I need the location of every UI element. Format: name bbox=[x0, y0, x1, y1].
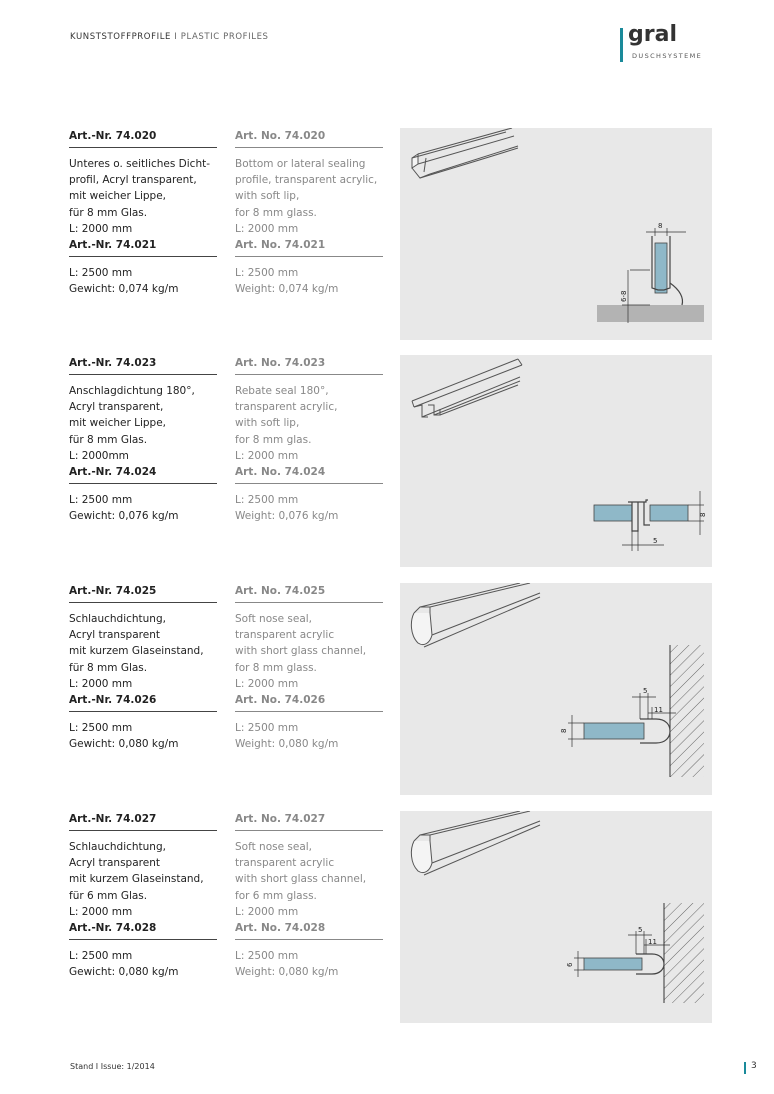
column-german bbox=[69, 811, 217, 980]
glass-pane bbox=[655, 243, 667, 293]
wall-hatching bbox=[670, 645, 704, 777]
description-line: profile, transparent acrylic, bbox=[235, 174, 378, 187]
glass-pane bbox=[594, 505, 632, 521]
specification bbox=[69, 492, 217, 524]
profile-drawing bbox=[400, 355, 712, 567]
footer-issue: Stand I Issue: 1/2014 bbox=[70, 1062, 155, 1071]
dimension-label: 6 bbox=[566, 962, 574, 967]
floor-surface bbox=[597, 305, 704, 322]
description-line: Bottom or lateral sealing bbox=[235, 158, 366, 170]
dimension-label: 6-8 bbox=[620, 290, 628, 302]
dimension-label: 8 bbox=[658, 222, 663, 230]
description-line: L: 2000mm bbox=[69, 449, 129, 462]
glass-pane bbox=[584, 723, 644, 739]
article-number: Art.-Nr. 74.020 bbox=[69, 128, 217, 148]
description-line: Schlauchdichtung, bbox=[69, 841, 166, 853]
spec-line: L: 2500 mm bbox=[69, 950, 133, 963]
description-line: L: 2000 mm bbox=[235, 905, 299, 918]
article-number-variant: Art. No. 74.028 bbox=[235, 920, 383, 940]
product-section-74025 bbox=[0, 583, 774, 795]
spec-line: Gewicht: 0,074 kg/m bbox=[69, 283, 179, 296]
spec-line: L: 2500 mm bbox=[69, 494, 133, 507]
profile-drawing bbox=[400, 811, 712, 1023]
description-line: Unteres o. seitliches Dicht- bbox=[69, 158, 211, 170]
article-number-variant: Art.-Nr. 74.026 bbox=[69, 692, 217, 712]
column-german bbox=[69, 355, 217, 524]
description-line: for 8 mm glass. bbox=[235, 661, 317, 674]
dimension-label: 5 bbox=[638, 926, 643, 934]
article-number-variant: Art. No. 74.024 bbox=[235, 464, 383, 484]
profile-drawing bbox=[400, 128, 712, 340]
column-english bbox=[235, 583, 383, 752]
spec-line: L: 2500 mm bbox=[235, 722, 299, 735]
article-number-variant: Art. No. 74.021 bbox=[235, 237, 383, 257]
logo-wordmark: gral bbox=[628, 22, 677, 47]
article-number: Art. No. 74.027 bbox=[235, 811, 383, 831]
header-title-en: PLASTIC PROFILES bbox=[180, 32, 269, 42]
spec-line: Gewicht: 0,080 kg/m bbox=[69, 738, 179, 751]
description-line: Rebate seal 180°, bbox=[235, 385, 329, 397]
header-title-separator: I bbox=[171, 32, 181, 42]
spec-line: L: 2500 mm bbox=[235, 267, 299, 280]
page-header-title bbox=[70, 32, 269, 42]
description-line: Anschlagdichtung 180°, bbox=[69, 385, 195, 397]
wall-hatching bbox=[664, 903, 704, 1003]
specification bbox=[69, 720, 217, 752]
dimension-label: 5 bbox=[653, 537, 658, 545]
page-number: 3 bbox=[751, 1061, 757, 1071]
description-line: with short glass channel, bbox=[235, 645, 367, 658]
column-english bbox=[235, 128, 383, 297]
logo-accent-bar bbox=[620, 28, 623, 62]
spec-line: L: 2500 mm bbox=[69, 267, 133, 280]
article-number-variant: Art. No. 74.026 bbox=[235, 692, 383, 712]
spec-line: Weight: 0,074 kg/m bbox=[235, 283, 339, 296]
description-line: L: 2000 mm bbox=[69, 222, 133, 235]
description-line: with soft lip, bbox=[235, 190, 300, 203]
specification bbox=[69, 265, 217, 297]
spec-line: L: 2500 mm bbox=[235, 494, 299, 507]
specification bbox=[235, 948, 383, 980]
logo-subtitle: DUSCHSYSTEME bbox=[632, 52, 703, 60]
description bbox=[69, 839, 217, 920]
product-illustration bbox=[400, 583, 712, 795]
description-line: with soft lip, bbox=[235, 417, 300, 430]
article-number: Art.-Nr. 74.027 bbox=[69, 811, 217, 831]
specification bbox=[69, 948, 217, 980]
article-number: Art. No. 74.020 bbox=[235, 128, 383, 148]
article-number-variant: Art.-Nr. 74.024 bbox=[69, 464, 217, 484]
description bbox=[235, 839, 383, 920]
description-line: for 8 mm glass. bbox=[235, 206, 317, 219]
column-english bbox=[235, 355, 383, 524]
article-number-variant: Art.-Nr. 74.028 bbox=[69, 920, 217, 940]
glass-pane bbox=[650, 505, 688, 521]
product-illustration bbox=[400, 811, 712, 1023]
description bbox=[235, 156, 383, 237]
product-illustration bbox=[400, 355, 712, 567]
description-line: Acryl transparent bbox=[69, 629, 160, 642]
product-section-74027 bbox=[0, 811, 774, 1023]
spec-line: Weight: 0,080 kg/m bbox=[235, 966, 339, 979]
description-line: für 6 mm Glas. bbox=[69, 889, 148, 902]
description-line: L: 2000 mm bbox=[69, 677, 133, 690]
spec-line: L: 2500 mm bbox=[235, 950, 299, 963]
spec-line: Weight: 0,076 kg/m bbox=[235, 510, 339, 523]
specification bbox=[235, 720, 383, 752]
product-illustration bbox=[400, 128, 712, 340]
description-line: transparent acrylic bbox=[235, 629, 335, 642]
description-line: Schlauchdichtung, bbox=[69, 613, 166, 625]
dimension-label: 8 bbox=[699, 512, 707, 517]
spec-line: Weight: 0,080 kg/m bbox=[235, 738, 339, 751]
product-section-74023 bbox=[0, 355, 774, 567]
column-german bbox=[69, 583, 217, 752]
article-number-variant: Art.-Nr. 74.021 bbox=[69, 237, 217, 257]
description-line: transparent acrylic bbox=[235, 857, 335, 870]
dimension-label: 11 bbox=[654, 706, 663, 714]
profile-drawing bbox=[400, 583, 712, 795]
description-line: mit weicher Lippe, bbox=[69, 190, 167, 203]
description-line: Soft nose seal, bbox=[235, 841, 313, 853]
description bbox=[69, 156, 217, 237]
description-line: für 8 mm Glas. bbox=[69, 433, 148, 446]
description-line: for 6 mm glass. bbox=[235, 889, 317, 902]
description-line: mit kurzem Glaseinstand, bbox=[69, 873, 204, 886]
article-number: Art. No. 74.023 bbox=[235, 355, 383, 375]
description bbox=[69, 611, 217, 692]
description-line: transparent acrylic, bbox=[235, 401, 338, 414]
description-line: für 8 mm Glas. bbox=[69, 661, 148, 674]
description bbox=[235, 383, 383, 464]
description-line: profil, Acryl transparent, bbox=[69, 174, 197, 187]
article-number: Art. No. 74.025 bbox=[235, 583, 383, 603]
page-number-accent bbox=[744, 1062, 746, 1074]
specification bbox=[235, 492, 383, 524]
description-line: L: 2000 mm bbox=[235, 222, 299, 235]
spec-line: Gewicht: 0,080 kg/m bbox=[69, 966, 179, 979]
glass-pane bbox=[584, 958, 642, 970]
spec-line: Gewicht: 0,076 kg/m bbox=[69, 510, 179, 523]
header-title-de: KUNSTSTOFFPROFILE bbox=[70, 32, 171, 42]
spec-line: L: 2500 mm bbox=[69, 722, 133, 735]
column-german bbox=[69, 128, 217, 297]
dimension-label: 5 bbox=[643, 687, 648, 695]
specification bbox=[235, 265, 383, 297]
dimension-label: 11 bbox=[648, 938, 657, 946]
brand-logo bbox=[620, 24, 720, 64]
dimension-label: 8 bbox=[560, 728, 568, 733]
article-number: Art.-Nr. 74.025 bbox=[69, 583, 217, 603]
column-english bbox=[235, 811, 383, 980]
description bbox=[235, 611, 383, 692]
description-line: with short glass channel, bbox=[235, 873, 367, 886]
description-line: für 8 mm Glas. bbox=[69, 206, 148, 219]
product-section-74020 bbox=[0, 128, 774, 340]
article-number: Art.-Nr. 74.023 bbox=[69, 355, 217, 375]
description-line: mit kurzem Glaseinstand, bbox=[69, 645, 204, 658]
description-line: mit weicher Lippe, bbox=[69, 417, 167, 430]
description-line: L: 2000 mm bbox=[235, 677, 299, 690]
description-line: L: 2000 mm bbox=[235, 449, 299, 462]
description-line: L: 2000 mm bbox=[69, 905, 133, 918]
description-line: Soft nose seal, bbox=[235, 613, 313, 625]
description-line: Acryl transparent, bbox=[69, 401, 164, 414]
description-line: Acryl transparent bbox=[69, 857, 160, 870]
description-line: for 8 mm glas. bbox=[235, 433, 312, 446]
description bbox=[69, 383, 217, 464]
